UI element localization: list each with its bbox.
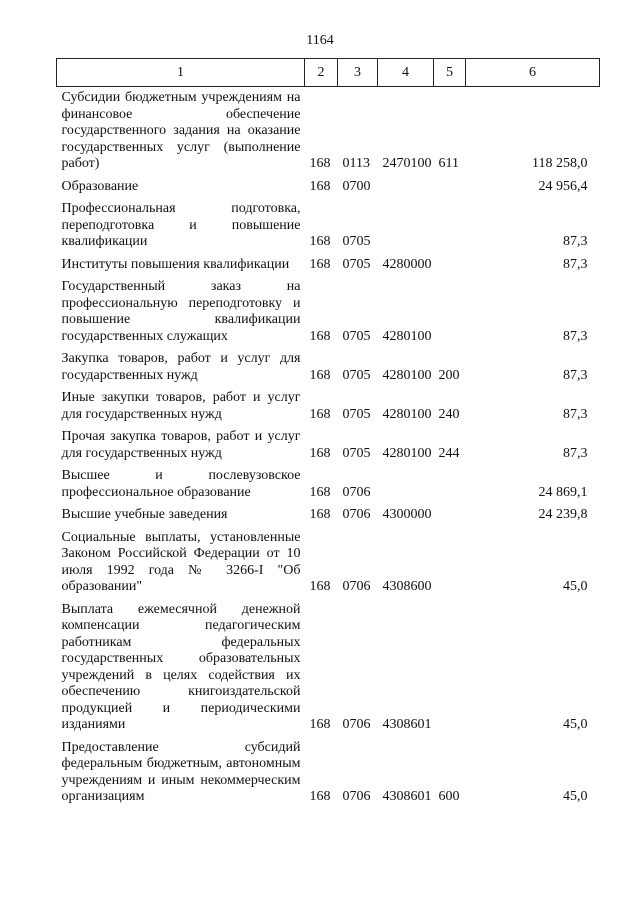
section-code-cell: 0706 [342,789,371,804]
expense-code-cell: 200 [438,367,460,383]
table-row [57,276,600,348]
amount-cell: 87,3 [563,234,588,249]
row-name-cell: Иные закупки товаров, работ и услуг для государственных нужд [61,390,301,422]
table-row [57,348,600,387]
section-code-cell: 0113 [342,156,370,171]
ministry-code-cell: 168 [309,328,331,344]
section-code-cell: 0700 [342,178,371,194]
amount-cell: 87,3 [563,256,588,272]
amount-cell: 87,3 [563,328,588,344]
table-row [57,254,600,277]
column-header: 6 [466,59,600,87]
table-body [57,87,600,809]
section-code-cell: 0705 [342,406,371,422]
ministry-code-cell: 168 [309,256,331,272]
section-code-cell: 0705 [342,256,371,272]
expense-code-cell [434,254,466,277]
expense-code-cell [434,465,466,504]
row-name-cell: Субсидии бюджетным учреждениям на финансовое обеспечение государственного задания на оказание государственных услуг (выполнение работ) [61,90,301,171]
amount-cell: 45,0 [563,789,588,804]
column-header: 3 [338,59,378,87]
ministry-code-cell: 168 [309,789,331,804]
target-code-cell [378,176,434,199]
column-header: 1 [57,59,305,87]
table-row [57,527,600,599]
table-row [57,426,600,465]
expense-code-cell [434,599,466,737]
amount-cell: 45,0 [563,579,588,594]
expense-code-cell [434,176,466,199]
ministry-code-cell: 168 [309,579,331,594]
section-code-cell: 0706 [342,579,371,594]
target-code-cell: 4308601 [382,789,432,804]
target-code-cell: 4280100 [382,406,432,422]
amount-cell: 45,0 [563,717,588,732]
ministry-code-cell: 168 [309,484,331,500]
section-code-cell: 0705 [342,367,371,383]
table-row [57,504,600,527]
table-row [57,387,600,426]
row-name-cell: Социальные выплаты, установленные Законом Российской Федерации от 10 июля 1992 года № 3266-I "Об образовании" [61,529,301,594]
amount-cell: 24 869,1 [538,484,588,500]
ministry-code-cell: 168 [309,234,331,249]
row-name-cell: Высшие учебные заведения [61,507,228,522]
section-code-cell: 0705 [342,445,371,461]
row-name-cell: Образование [61,178,139,194]
table-row [57,198,600,254]
ministry-code-cell: 168 [309,178,331,194]
table-header-row [57,59,600,87]
target-code-cell: 2470100 [382,156,432,171]
target-code-cell [378,198,434,254]
target-code-cell: 4280000 [382,256,432,272]
amount-cell: 87,3 [563,445,588,461]
ministry-code-cell: 168 [309,156,331,171]
row-name-cell: Предоставление субсидий федеральным бюджетным, автономным учреждениям и иным некоммерческим организациям [61,739,301,804]
section-code-cell: 0706 [342,717,371,732]
amount-cell: 118 258,0 [532,156,588,171]
row-name-cell: Государственный заказ на профессиональную переподготовку и повышение квалификации государственных служащих [61,279,301,344]
target-code-cell: 4308601 [382,717,432,732]
row-name-cell: Прочая закупка товаров, работ и услуг для государственных нужд [61,429,301,461]
ministry-code-cell: 168 [309,507,331,522]
row-name-cell: Выплата ежемесячной денежной компенсации педагогическим работникам федеральных государственных образовательных учреждений в целях содействия их обеспечению книгоиздательской продукцией и периодическими изданиями [61,601,301,732]
target-code-cell: 4280100 [382,328,432,344]
row-name-cell: Закупка товаров, работ и услуг для государственных нужд [61,351,301,383]
amount-cell: 87,3 [563,367,588,383]
section-code-cell: 0705 [342,328,371,344]
amount-cell: 24 239,8 [538,507,588,522]
column-header: 2 [305,59,338,87]
page-number: 1164 [306,33,334,48]
ministry-code-cell: 168 [309,445,331,461]
section-code-cell: 0706 [342,484,371,500]
expense-code-cell [434,527,466,599]
ministry-code-cell: 168 [309,406,331,422]
table-row [57,599,600,737]
table-row [57,465,600,504]
ministry-code-cell: 168 [309,717,331,732]
expense-code-cell [434,276,466,348]
target-code-cell: 4308600 [382,579,432,594]
ministry-code-cell: 168 [309,367,331,383]
target-code-cell: 4280100 [382,445,432,461]
row-name-cell: Институты повышения квалификации [61,256,290,272]
target-code-cell: 4280100 [382,367,432,383]
target-code-cell [378,465,434,504]
target-code-cell: 4300000 [382,507,432,522]
row-name-cell: Профессиональная подготовка, переподготовка и повышение квалификации [61,201,301,249]
table-row [57,87,600,176]
amount-cell: 87,3 [563,406,588,422]
column-header: 4 [378,59,434,87]
table-row [57,737,600,809]
amount-cell: 24 956,4 [538,178,588,194]
expense-code-cell: 244 [438,445,460,461]
table-row [57,176,600,199]
section-code-cell: 0705 [342,234,371,249]
expense-code-cell: 600 [438,789,460,804]
expense-code-cell [434,198,466,254]
column-header: 5 [434,59,466,87]
budget-table [56,58,600,809]
expense-code-cell: 240 [438,406,460,422]
expense-code-cell: 611 [438,156,459,171]
section-code-cell: 0706 [342,507,371,522]
expense-code-cell [434,504,466,527]
row-name-cell: Высшее и послевузовское профессиональное образование [61,468,301,500]
